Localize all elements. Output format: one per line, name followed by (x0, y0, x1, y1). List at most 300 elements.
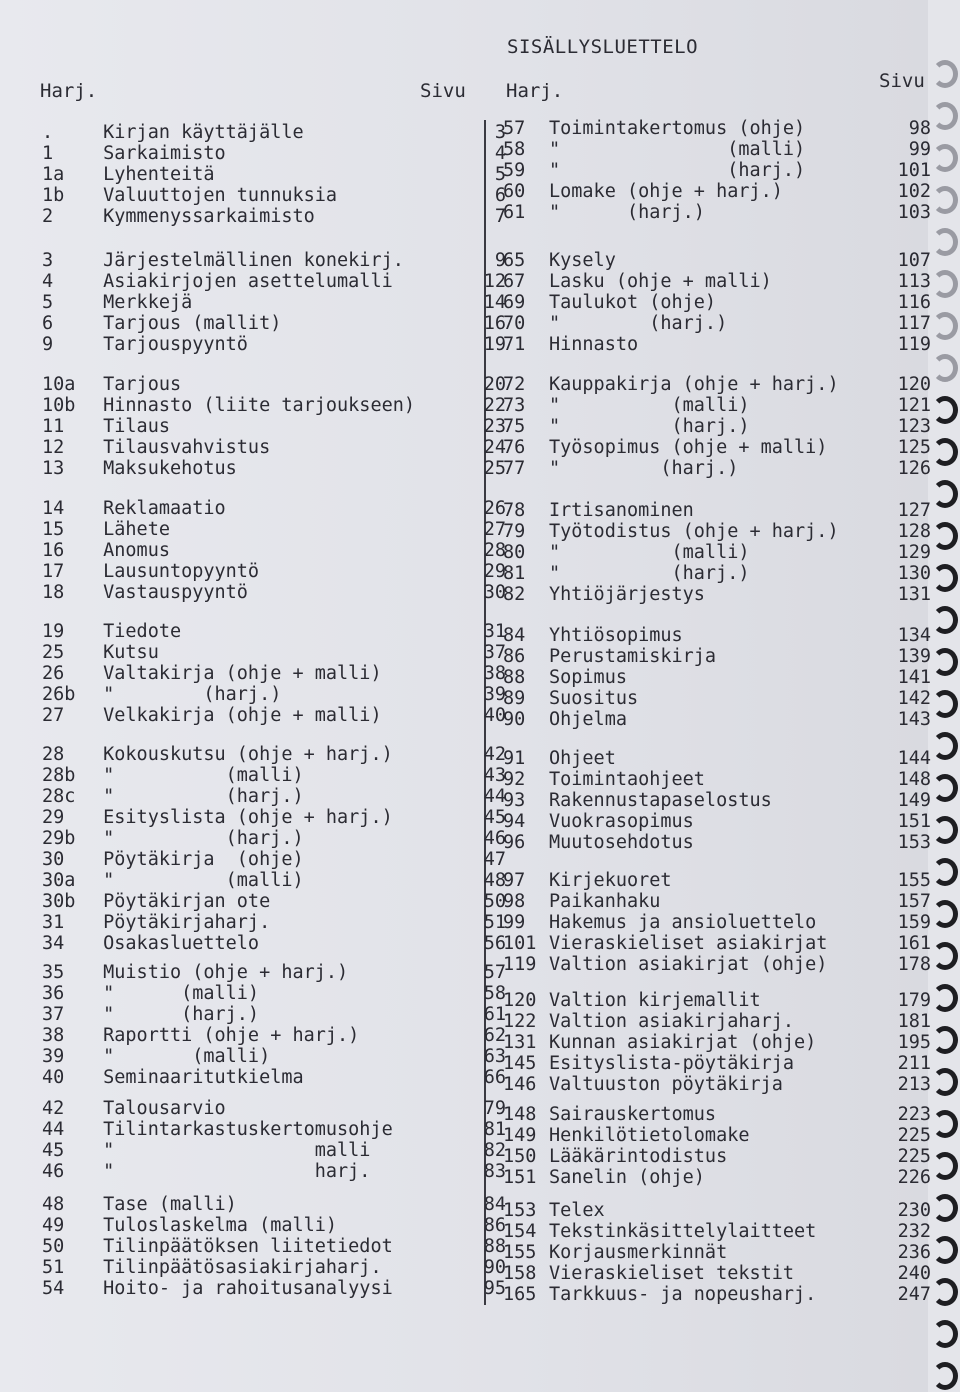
entry-number: 12 (42, 437, 65, 458)
entry-title: " (harj.) (92, 684, 282, 705)
entry-title: " (malli) (549, 139, 806, 160)
entry-page: 16 (483, 313, 506, 334)
entry-page: 98 (908, 118, 931, 139)
entry-page: 232 (897, 1221, 931, 1242)
entry-page: 155 (897, 870, 931, 891)
entry-page: 178 (897, 954, 931, 975)
entry-number: 30a (42, 870, 76, 891)
entry-page: 103 (897, 202, 931, 223)
entry-title: Yhtiösopimus (549, 625, 683, 646)
entry-page: 195 (897, 1032, 931, 1053)
entry-number: 67 (503, 271, 526, 292)
entry-title: " (harj.) (92, 786, 304, 807)
entry-number: 50 (42, 1236, 65, 1257)
entry-page: 57 (483, 962, 506, 983)
entry-title: " (malli) (92, 870, 304, 891)
entry-number: 3 (42, 250, 54, 271)
entry-title: Muistio (ohje + harj.) (92, 962, 349, 983)
binding-ring (932, 1236, 958, 1264)
entry-page: 181 (897, 1011, 931, 1032)
entry-title: Kutsu (92, 642, 159, 663)
entry-page: 27 (483, 519, 506, 540)
entry-page: 46 (483, 828, 506, 849)
entry-page: 48 (483, 870, 506, 891)
entry-number: 48 (42, 1194, 65, 1215)
entry-page: 86 (483, 1215, 506, 1236)
entry-title: Tilinpäätösasiakirjaharj. (92, 1257, 382, 1278)
entry-page: 88 (483, 1236, 506, 1257)
binding-ring (932, 858, 958, 886)
entry-page: 131 (897, 584, 931, 605)
entry-title: Tarjous (mallit) (92, 313, 282, 334)
entry-title: Asiakirjojen asettelumalli (92, 271, 393, 292)
entry-title: " (malli) (92, 1046, 271, 1067)
entry-number: 35 (42, 962, 65, 983)
entry-number: 42 (42, 1098, 65, 1119)
entry-number: 71 (503, 334, 526, 355)
entry-number: 65 (503, 250, 526, 271)
entry-title: Tilintarkastuskertomusohje (92, 1119, 393, 1140)
entry-title: Valtion kirjemallit (549, 990, 761, 1011)
entry-page: 102 (897, 181, 931, 202)
entry-page: 51 (483, 912, 506, 933)
entry-number: 1 (42, 143, 54, 164)
entry-title: Vieraskieliset asiakirjat (549, 933, 828, 954)
entry-number: . (42, 122, 54, 143)
entry-page: 4 (494, 143, 506, 164)
entry-title: " harj. (92, 1161, 371, 1182)
entry-page: 151 (897, 811, 931, 832)
entry-page: 144 (897, 748, 931, 769)
entry-title: Vastauspyyntö (92, 582, 248, 603)
entry-page: 129 (897, 542, 931, 563)
binding-ring (932, 228, 958, 256)
entry-page: 50 (483, 891, 506, 912)
entry-number: 97 (503, 870, 526, 891)
right-harj-header: Harj. (506, 80, 564, 102)
entry-title: Kunnan asiakirjat (ohje) (549, 1032, 817, 1053)
entry-title: Tiedote (92, 621, 182, 642)
entry-page: 26 (483, 498, 506, 519)
entry-page: 6 (494, 185, 506, 206)
entry-page: 79 (483, 1098, 506, 1119)
entry-title: Tarjous (92, 374, 182, 395)
entry-page: 66 (483, 1067, 506, 1088)
entry-number: 27 (42, 705, 65, 726)
entry-page: 7 (494, 206, 506, 227)
entry-page: 126 (897, 458, 931, 479)
entry-title: Tase (malli) (92, 1194, 237, 1215)
entry-page: 213 (897, 1074, 931, 1095)
binding-ring (932, 312, 958, 340)
entry-title: Merkkejä (92, 292, 193, 313)
entry-number: 51 (42, 1257, 65, 1278)
entry-number: 39 (42, 1046, 65, 1067)
entry-page: 81 (483, 1119, 506, 1140)
entry-page: 107 (897, 250, 931, 271)
binding-ring (932, 1152, 958, 1180)
entry-number: 148 (503, 1104, 537, 1125)
entry-title: Osakasluettelo (92, 933, 260, 954)
entry-page: 83 (483, 1161, 506, 1182)
entry-number: 1a (42, 164, 65, 185)
entry-number: 26b (42, 684, 76, 705)
entry-number: 19 (42, 621, 65, 642)
entry-number: 77 (503, 458, 526, 479)
entry-page: 62 (483, 1025, 506, 1046)
entry-title: Lähete (92, 519, 170, 540)
entry-number: 14 (42, 498, 65, 519)
entry-title: Telex (549, 1200, 605, 1221)
entry-number: 17 (42, 561, 65, 582)
entry-page: 99 (908, 139, 931, 160)
entry-number: 86 (503, 646, 526, 667)
entry-page: 37 (483, 642, 506, 663)
entry-number: 151 (503, 1167, 537, 1188)
right-sivu-header: Sivu (879, 70, 925, 92)
entry-number: 94 (503, 811, 526, 832)
entry-title: " (harj.) (92, 1004, 260, 1025)
entry-number: 57 (503, 118, 526, 139)
entry-number: 58 (503, 139, 526, 160)
binding-ring (932, 900, 958, 928)
entry-title: Työsopimus (ohje + malli) (549, 437, 828, 458)
entry-title: " (harj.) (92, 828, 304, 849)
page-title: SISÄLLYSLUETTELO (507, 36, 699, 58)
entry-number: 31 (42, 912, 65, 933)
entry-title: Lyhenteitä (92, 164, 215, 185)
entry-page: 159 (897, 912, 931, 933)
entry-page: 225 (897, 1146, 931, 1167)
entry-title: " (harj.) (549, 202, 705, 223)
spiral-binding (928, 0, 960, 1392)
entry-number: 90 (503, 709, 526, 730)
entry-number: 54 (42, 1278, 65, 1299)
binding-ring (932, 396, 958, 424)
entry-page: 128 (897, 521, 931, 542)
entry-title: Pöytäkirja (ohje) (92, 849, 304, 870)
entry-number: 88 (503, 667, 526, 688)
entry-page: 56 (483, 933, 506, 954)
entry-title: Maksukehotus (92, 458, 237, 479)
entry-title: Valtuuston pöytäkirja (549, 1074, 783, 1095)
entry-title: " malli (92, 1140, 371, 1161)
entry-page: 29 (483, 561, 506, 582)
entry-page: 119 (897, 334, 931, 355)
entry-number: 26 (42, 663, 65, 684)
binding-ring (932, 480, 958, 508)
entry-title: Valtakirja (ohje + malli) (92, 663, 382, 684)
entry-title: Ohjeet (549, 748, 616, 769)
binding-ring (932, 186, 958, 214)
entry-page: 211 (897, 1053, 931, 1074)
entry-title: Tekstinkäsittelylaitteet (549, 1221, 817, 1242)
entry-number: 82 (503, 584, 526, 605)
entry-number: 40 (42, 1067, 65, 1088)
entry-page: 134 (897, 625, 931, 646)
entry-title: Muutosehdotus (549, 832, 694, 853)
entry-number: 29 (42, 807, 65, 828)
entry-number: 91 (503, 748, 526, 769)
entry-number: 60 (503, 181, 526, 202)
entry-number: 96 (503, 832, 526, 853)
entry-number: 38 (42, 1025, 65, 1046)
entry-number: 37 (42, 1004, 65, 1025)
entry-page: 31 (483, 621, 506, 642)
entry-number: 122 (503, 1011, 537, 1032)
binding-ring (932, 774, 958, 802)
entry-number: 4 (42, 271, 54, 292)
entry-title: Seminaaritutkielma (92, 1067, 304, 1088)
entry-page: 28 (483, 540, 506, 561)
entry-title: Esityslista (ohje + harj.) (92, 807, 393, 828)
entry-number: 149 (503, 1125, 537, 1146)
entry-title: Työtodistus (ohje + harj.) (549, 521, 839, 542)
entry-page: 39 (483, 684, 506, 705)
entry-title: Ohjelma (549, 709, 627, 730)
entry-number: 99 (503, 912, 526, 933)
entry-page: 58 (483, 983, 506, 1004)
entry-title: Kymmenyssarkaimisto (92, 206, 315, 227)
entry-number: 98 (503, 891, 526, 912)
entry-title: Sairauskertomus (549, 1104, 717, 1125)
entry-number: 6 (42, 313, 54, 334)
binding-ring (932, 1278, 958, 1306)
entry-title: Tilaus (92, 416, 170, 437)
entry-page: 153 (897, 832, 931, 853)
entry-page: 127 (897, 500, 931, 521)
binding-ring (932, 606, 958, 634)
entry-title: Valtion asiakirjat (ohje) (549, 954, 828, 975)
entry-title: Lasku (ohje + malli) (549, 271, 772, 292)
entry-number: 16 (42, 540, 65, 561)
entry-title: Tarjouspyyntö (92, 334, 248, 355)
entry-title: Irtisanominen (549, 500, 694, 521)
entry-title: Pöytäkirjan ote (92, 891, 271, 912)
entry-number: 69 (503, 292, 526, 313)
binding-ring (932, 60, 958, 88)
entry-title: " (malli) (92, 983, 260, 1004)
entry-title: " (harj.) (549, 313, 728, 334)
entry-number: 28c (42, 786, 76, 807)
entry-page: 225 (897, 1125, 931, 1146)
entry-page: 141 (897, 667, 931, 688)
entry-title: Valtion asiakirjaharj. (549, 1011, 795, 1032)
binding-ring (932, 690, 958, 718)
entry-number: 89 (503, 688, 526, 709)
binding-ring (932, 1110, 958, 1138)
entry-title: Sarkaimisto (92, 143, 226, 164)
entry-page: 19 (483, 334, 506, 355)
entry-number: 44 (42, 1119, 65, 1140)
entry-number: 76 (503, 437, 526, 458)
entry-page: 130 (897, 563, 931, 584)
entry-page: 90 (483, 1257, 506, 1278)
binding-ring (932, 522, 958, 550)
entry-number: 70 (503, 313, 526, 334)
entry-page: 45 (483, 807, 506, 828)
entry-number: 131 (503, 1032, 537, 1053)
entry-page: 3 (494, 122, 506, 143)
entry-page: 42 (483, 744, 506, 765)
entry-page: 82 (483, 1140, 506, 1161)
entry-page: 240 (897, 1263, 931, 1284)
entry-number: 101 (503, 933, 537, 954)
entry-number: 84 (503, 625, 526, 646)
entry-page: 43 (483, 765, 506, 786)
entry-page: 84 (483, 1194, 506, 1215)
entry-number: 81 (503, 563, 526, 584)
entry-title: Velkakirja (ohje + malli) (92, 705, 382, 726)
entry-title: Hoito- ja rahoitusanalyysi (92, 1278, 393, 1299)
binding-ring (932, 354, 958, 382)
entry-page: 61 (483, 1004, 506, 1025)
entry-title: Talousarvio (92, 1098, 226, 1119)
entry-number: 158 (503, 1263, 537, 1284)
entry-title: Tarkkuus- ja nopeusharj. (549, 1284, 817, 1305)
entry-number: 28 (42, 744, 65, 765)
entry-page: 161 (897, 933, 931, 954)
entry-number: 75 (503, 416, 526, 437)
entry-title: Esityslista-pöytäkirja (549, 1053, 795, 1074)
entry-title: Valuuttojen tunnuksia (92, 185, 338, 206)
entry-page: 149 (897, 790, 931, 811)
entry-number: 120 (503, 990, 537, 1011)
entry-title: Lausuntopyyntö (92, 561, 260, 582)
entry-title: " (harj.) (549, 160, 806, 181)
entry-page: 47 (483, 849, 506, 870)
entry-number: 45 (42, 1140, 65, 1161)
entry-title: Kirjekuoret (549, 870, 672, 891)
binding-ring (932, 144, 958, 172)
entry-title: Tilausvahvistus (92, 437, 271, 458)
entry-number: 28b (42, 765, 76, 786)
entry-number: 49 (42, 1215, 65, 1236)
entry-title: Hinnasto (liite tarjoukseen) (92, 395, 416, 416)
entry-title: Hakemus ja ansioluettelo (549, 912, 817, 933)
entry-number: 2 (42, 206, 54, 227)
entry-title: Lääkärintodistus (549, 1146, 728, 1167)
binding-ring (932, 564, 958, 592)
entry-title: Vieraskieliset tekstit (549, 1263, 795, 1284)
binding-ring (932, 732, 958, 760)
entry-page: 23 (483, 416, 506, 437)
entry-title: Toimintaohjeet (549, 769, 705, 790)
left-sivu-header: Sivu (420, 80, 466, 102)
entry-number: 73 (503, 395, 526, 416)
entry-number: 154 (503, 1221, 537, 1242)
entry-number: 165 (503, 1284, 537, 1305)
entry-title: Lomake (ohje + harj.) (549, 181, 783, 202)
entry-title: Pöytäkirjaharj. (92, 912, 271, 933)
entry-title: Anomus (92, 540, 170, 561)
binding-ring (932, 984, 958, 1012)
entry-number: 153 (503, 1200, 537, 1221)
binding-ring (932, 1026, 958, 1054)
binding-ring (932, 816, 958, 844)
entry-page: 63 (483, 1046, 506, 1067)
entry-number: 46 (42, 1161, 65, 1182)
entry-title: Toimintakertomus (ohje) (549, 118, 806, 139)
entry-number: 25 (42, 642, 65, 663)
entry-number: 145 (503, 1053, 537, 1074)
entry-number: 10b (42, 395, 76, 416)
entry-title: Paikanhaku (549, 891, 661, 912)
entry-page: 143 (897, 709, 931, 730)
entry-number: 36 (42, 983, 65, 1004)
entry-number: 61 (503, 202, 526, 223)
entry-number: 29b (42, 828, 76, 849)
entry-page: 5 (494, 164, 506, 185)
entry-title: Suositus (549, 688, 639, 709)
entry-title: Perustamiskirja (549, 646, 717, 667)
entry-page: 142 (897, 688, 931, 709)
entry-number: 5 (42, 292, 54, 313)
entry-number: 1b (42, 185, 65, 206)
entry-title: Korjausmerkinnät (549, 1242, 728, 1263)
entry-page: 236 (897, 1242, 931, 1263)
entry-number: 80 (503, 542, 526, 563)
entry-number: 11 (42, 416, 65, 437)
binding-ring (932, 942, 958, 970)
entry-page: 22 (483, 395, 506, 416)
entry-page: 24 (483, 437, 506, 458)
entry-title: Taulukot (ohje) (549, 292, 717, 313)
entry-number: 78 (503, 500, 526, 521)
entry-page: 12 (483, 271, 506, 292)
entry-page: 116 (897, 292, 931, 313)
entry-number: 34 (42, 933, 65, 954)
entry-title: " (malli) (549, 542, 750, 563)
entry-title: Kauppakirja (ohje + harj.) (549, 374, 839, 395)
entry-number: 10a (42, 374, 76, 395)
entry-page: 9 (494, 250, 506, 271)
entry-page: 30 (483, 582, 506, 603)
entry-page: 148 (897, 769, 931, 790)
entry-page: 101 (897, 160, 931, 181)
entry-title: " (harj.) (549, 416, 750, 437)
binding-ring (932, 1362, 958, 1390)
binding-ring (932, 102, 958, 130)
entry-title: Reklamaatio (92, 498, 226, 519)
entry-page: 123 (897, 416, 931, 437)
entry-title: Sopimus (549, 667, 627, 688)
binding-ring (932, 270, 958, 298)
entry-number: 155 (503, 1242, 537, 1263)
entry-title: Hinnasto (549, 334, 639, 355)
entry-number: 9 (42, 334, 54, 355)
entry-number: 93 (503, 790, 526, 811)
entry-page: 125 (897, 437, 931, 458)
entry-page: 20 (483, 374, 506, 395)
entry-page: 226 (897, 1167, 931, 1188)
entry-title: Vuokrasopimus (549, 811, 694, 832)
entry-title: Kysely (549, 250, 616, 271)
entry-number: 15 (42, 519, 65, 540)
entry-number: 150 (503, 1146, 537, 1167)
binding-ring (932, 1068, 958, 1096)
entry-title: Kirjan käyttäjälle (92, 122, 304, 143)
entry-page: 95 (483, 1278, 506, 1299)
entry-title: " (harj.) (549, 563, 750, 584)
entry-page: 223 (897, 1104, 931, 1125)
entry-title: Henkilötietolomake (549, 1125, 750, 1146)
entry-number: 30 (42, 849, 65, 870)
entry-page: 179 (897, 990, 931, 1011)
entry-page: 139 (897, 646, 931, 667)
entry-title: Tilinpäätöksen liitetiedot (92, 1236, 393, 1257)
entry-title: Rakennustapaselostus (549, 790, 772, 811)
